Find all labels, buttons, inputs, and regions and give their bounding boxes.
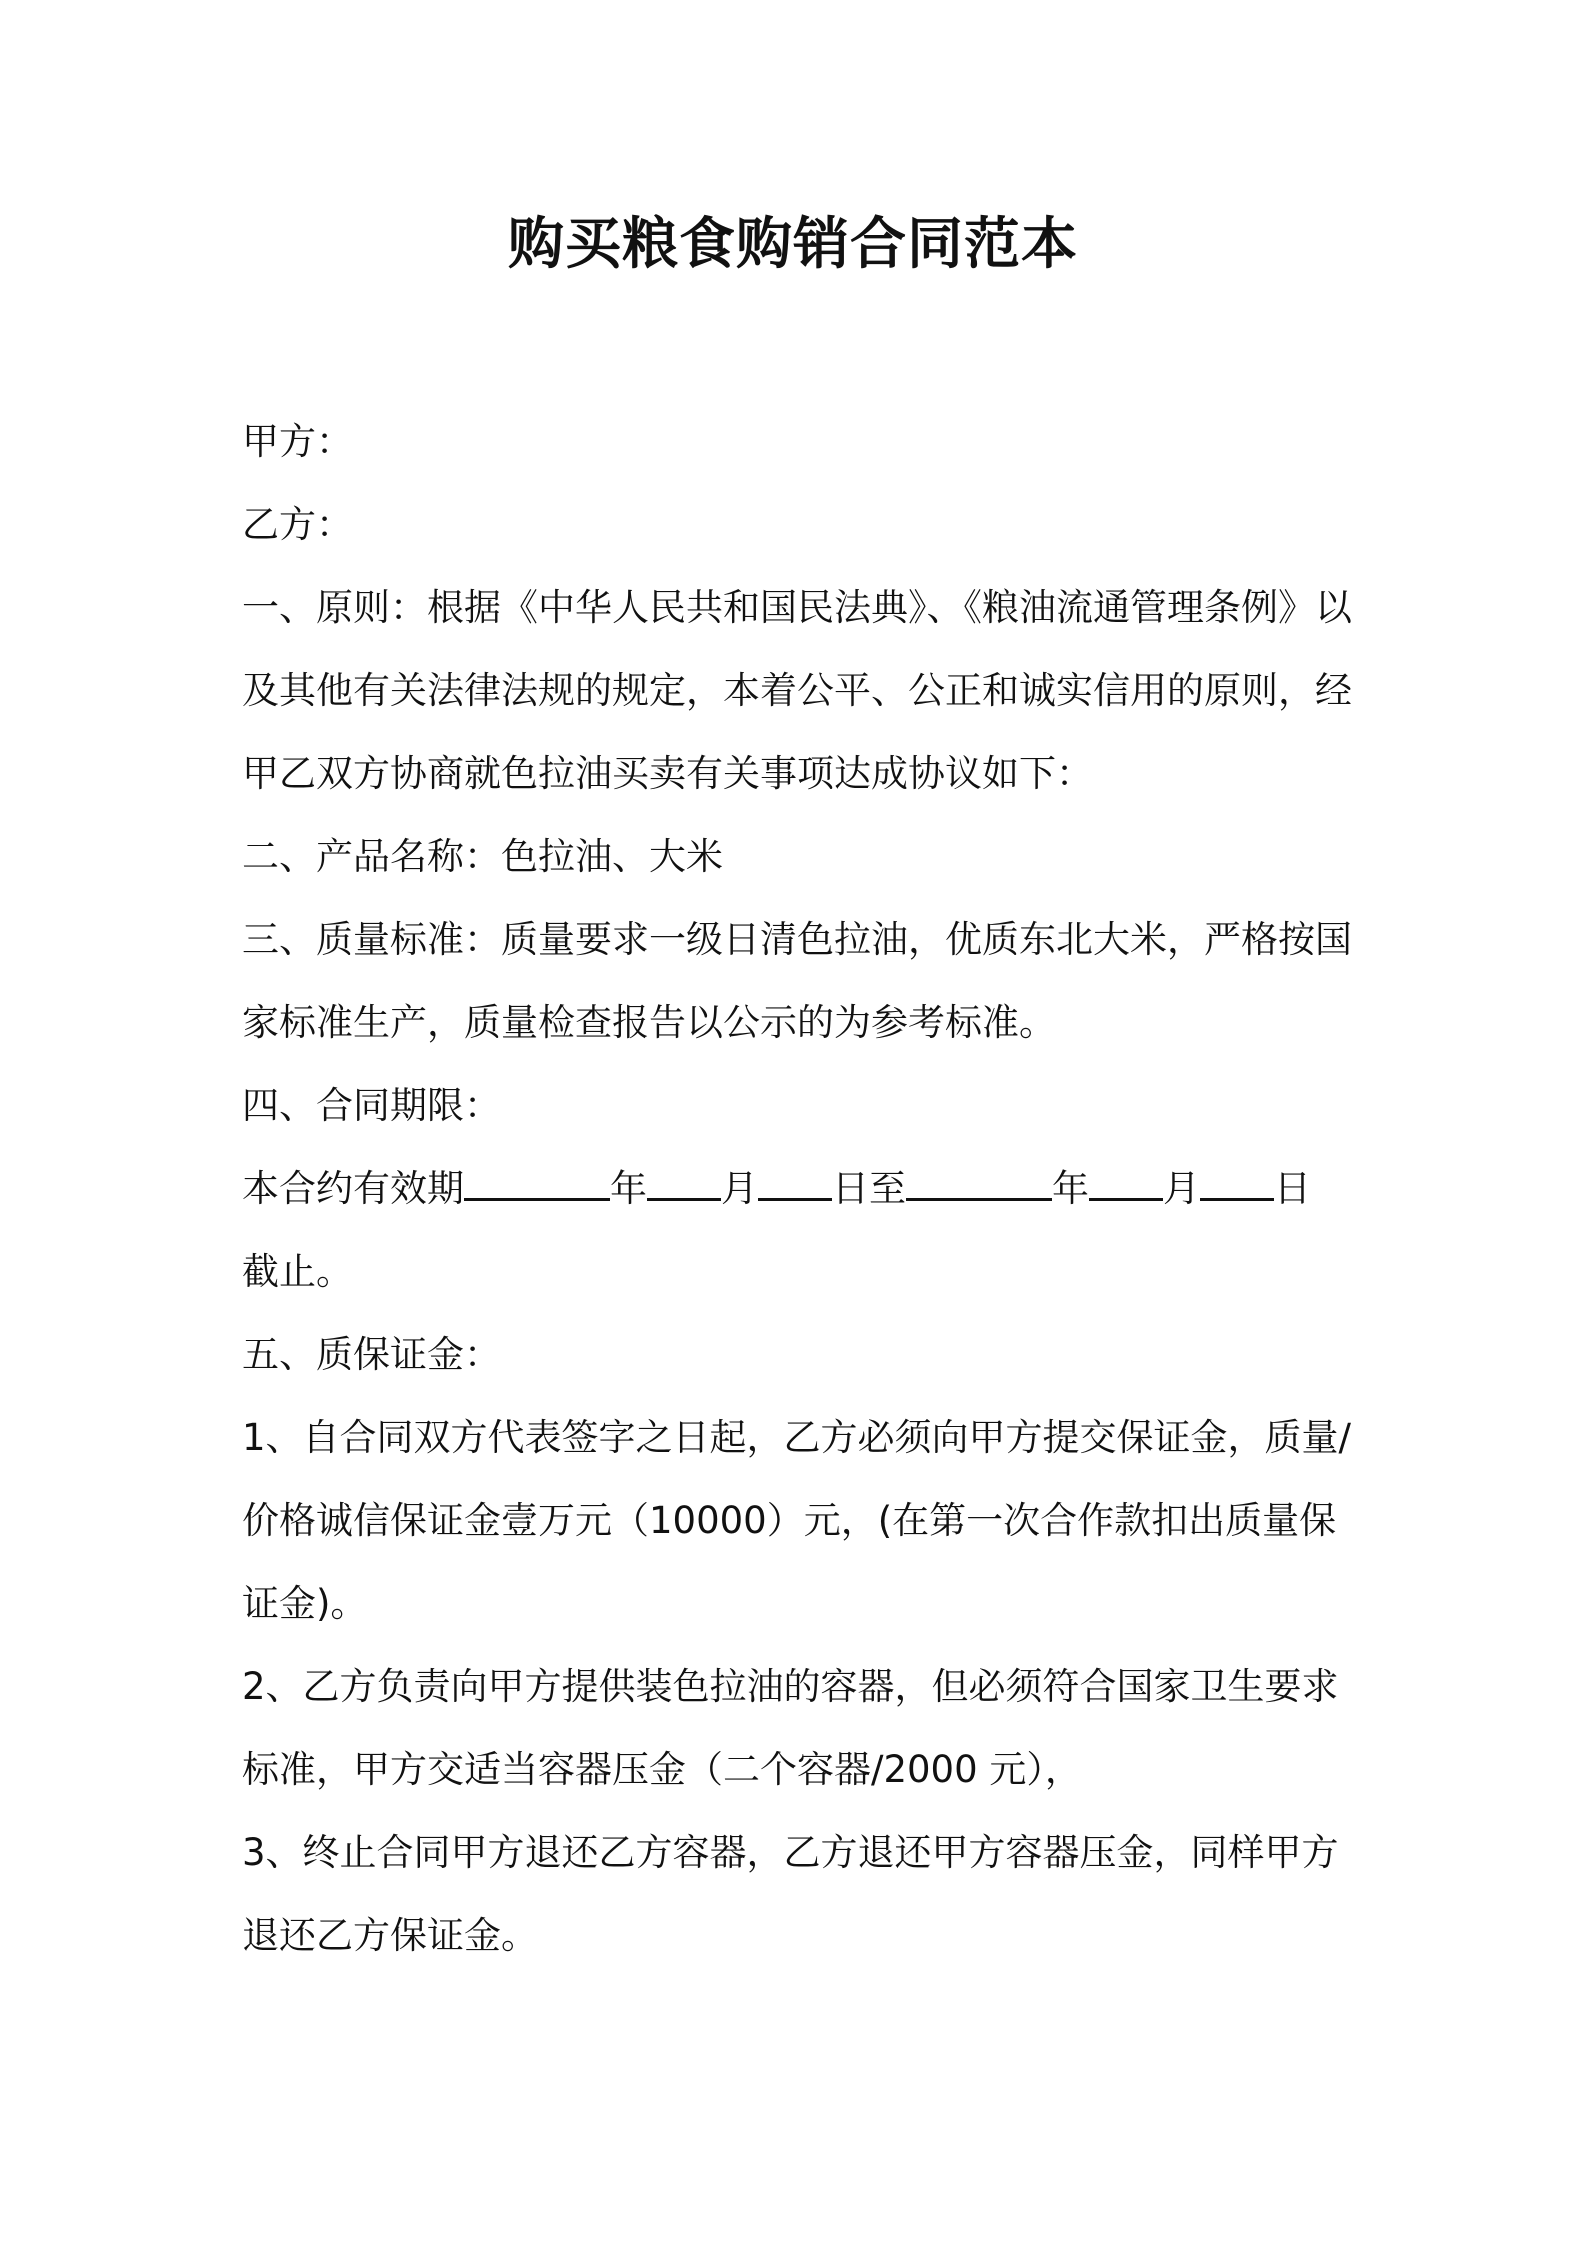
term-month-label: 月 [721, 1167, 758, 1210]
clause-principle: 一、原则：根据《中华人民共和国民法典》、《粮油流通管理条例》以及其他有关法律法规的规定，本着公平、公正和诚实信用的原则，经甲乙双方协商就色拉油买卖有关事项达成协议如下： [242, 586, 1352, 795]
term-prefix: 本合约有效期 [242, 1167, 464, 1210]
document-title: 购买粮食购销合同范本 [508, 212, 1078, 277]
clause-deposit-heading: 五、质保证金： [242, 1333, 501, 1376]
deposit-item-3: 3、终止合同甲方退还乙方容器，乙方退还甲方容器压金，同样甲方退还乙方保证金。 [242, 1831, 1339, 1957]
end-day-blank [1200, 1164, 1274, 1201]
term-end-year-label: 年 [1052, 1167, 1089, 1210]
term-suffix: 截止。 [242, 1250, 353, 1293]
party-a-line: 甲方： [242, 420, 353, 463]
deposit-item-1: 1、自合同双方代表签字之日起，乙方必须向甲方提交保证金，质量/价格诚信保证金壹万元（10000）元，(在第一次合作款扣出质量保证金)。 [242, 1416, 1352, 1625]
contract-term-line [242, 1147, 1362, 1313]
end-year-blank [906, 1164, 1052, 1201]
clause-product-name: 二、产品名称：色拉油、大米 [242, 835, 723, 878]
term-end-month-label: 月 [1163, 1167, 1200, 1210]
party-b-line: 乙方： [242, 503, 353, 546]
deposit-item-2: 2、乙方负责向甲方提供装色拉油的容器，但必须符合国家卫生要求标准，甲方交适当容器压金（二个容器/2000 元）， [242, 1665, 1339, 1791]
term-year-label: 年 [610, 1167, 647, 1210]
term-end-day-label: 日 [1274, 1167, 1311, 1210]
clause-contract-term-heading: 四、合同期限： [242, 1084, 501, 1127]
end-month-blank [1089, 1164, 1163, 1201]
start-day-blank [758, 1164, 832, 1201]
term-day-to-label: 日至 [832, 1167, 906, 1210]
document-body [242, 400, 1362, 1977]
start-month-blank [647, 1164, 721, 1201]
start-year-blank [464, 1164, 610, 1201]
clause-quality-standard: 三、质量标准：质量要求一级日清色拉油，优质东北大米，严格按国家标准生产，质量检查报告以公示的为参考标准。 [242, 918, 1352, 1044]
